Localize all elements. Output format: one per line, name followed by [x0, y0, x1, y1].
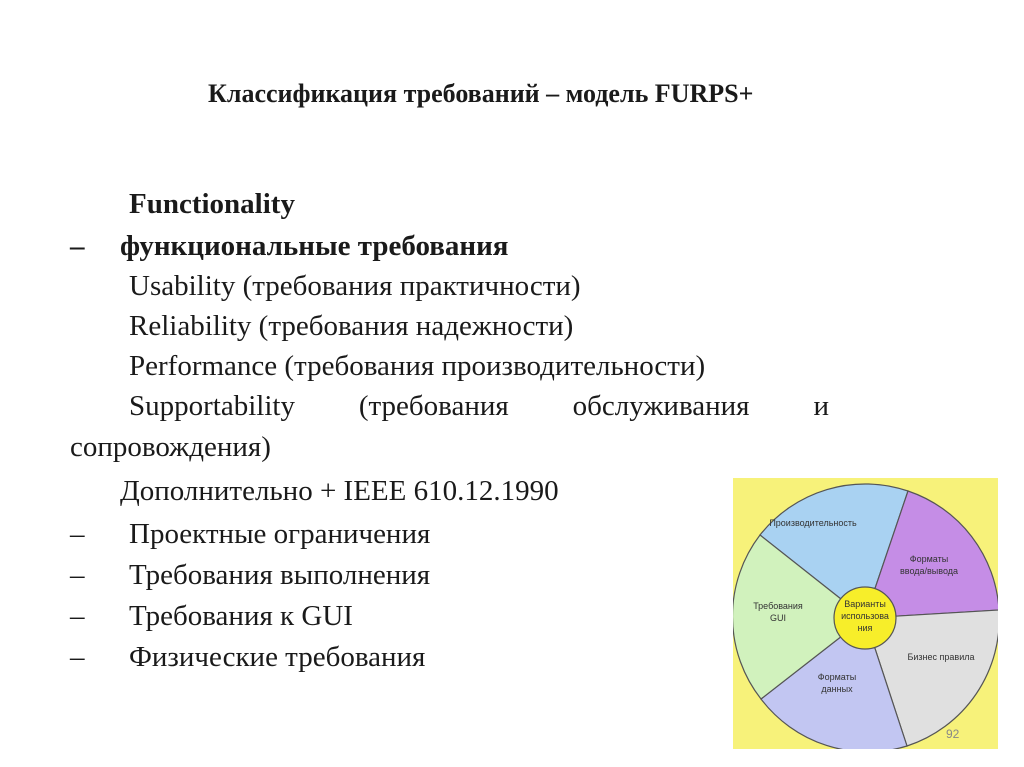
performance-line: Performance (требования производительности)	[129, 350, 706, 382]
segment-label-io-formats-2: ввода/вывода	[899, 566, 959, 576]
segment-label-gui-2: GUI	[769, 613, 787, 623]
supportability-word-2: (требования	[358, 390, 509, 422]
list-item: Физические требования	[129, 641, 426, 673]
list-dash: –	[70, 600, 85, 632]
supportability-line	[129, 392, 829, 421]
slide-title: Классификация требований – модель FURPS+	[208, 79, 754, 108]
segment-label-performance: Производительность	[769, 518, 857, 528]
segment-label-data-formats-2: данных	[821, 684, 853, 694]
supportability-word-1: Supportability	[129, 390, 295, 422]
list-dash: –	[70, 559, 85, 591]
segment-label-gui-1: Требования	[753, 601, 803, 611]
segment-label-business-rules: Бизнес правила	[907, 652, 975, 662]
functionality-dash: –	[70, 230, 85, 262]
functionality-description: функциональные требования	[120, 230, 509, 262]
supportability-continuation: сопровождения)	[70, 431, 271, 463]
list-dash: –	[70, 641, 85, 673]
supportability-word-3: обслуживания	[572, 390, 750, 422]
list-item: Требования к GUI	[129, 600, 353, 632]
supportability-word-4: и	[813, 390, 829, 422]
page-number: 92	[946, 727, 960, 741]
furps-diagram	[733, 478, 998, 749]
center-label-3: ния	[857, 623, 873, 633]
list-item: Проектные ограничения	[129, 518, 431, 550]
segment-label-data-formats-1: Форматы	[817, 672, 857, 682]
center-label-2: использова	[841, 611, 889, 621]
list-item: Требования выполнения	[129, 559, 431, 591]
segment-label-io-formats-1: Форматы	[909, 554, 949, 564]
reliability-line: Reliability (требования надежности)	[129, 310, 574, 342]
furps-pie-svg	[733, 478, 998, 749]
additional-line: Дополнительно + IEEE 610.12.1990	[120, 475, 559, 507]
list-dash: –	[70, 518, 85, 550]
functionality-heading: Functionality	[129, 188, 295, 220]
usability-line: Usability (требования практичности)	[129, 270, 581, 302]
center-label-1: Варианты	[844, 599, 886, 609]
